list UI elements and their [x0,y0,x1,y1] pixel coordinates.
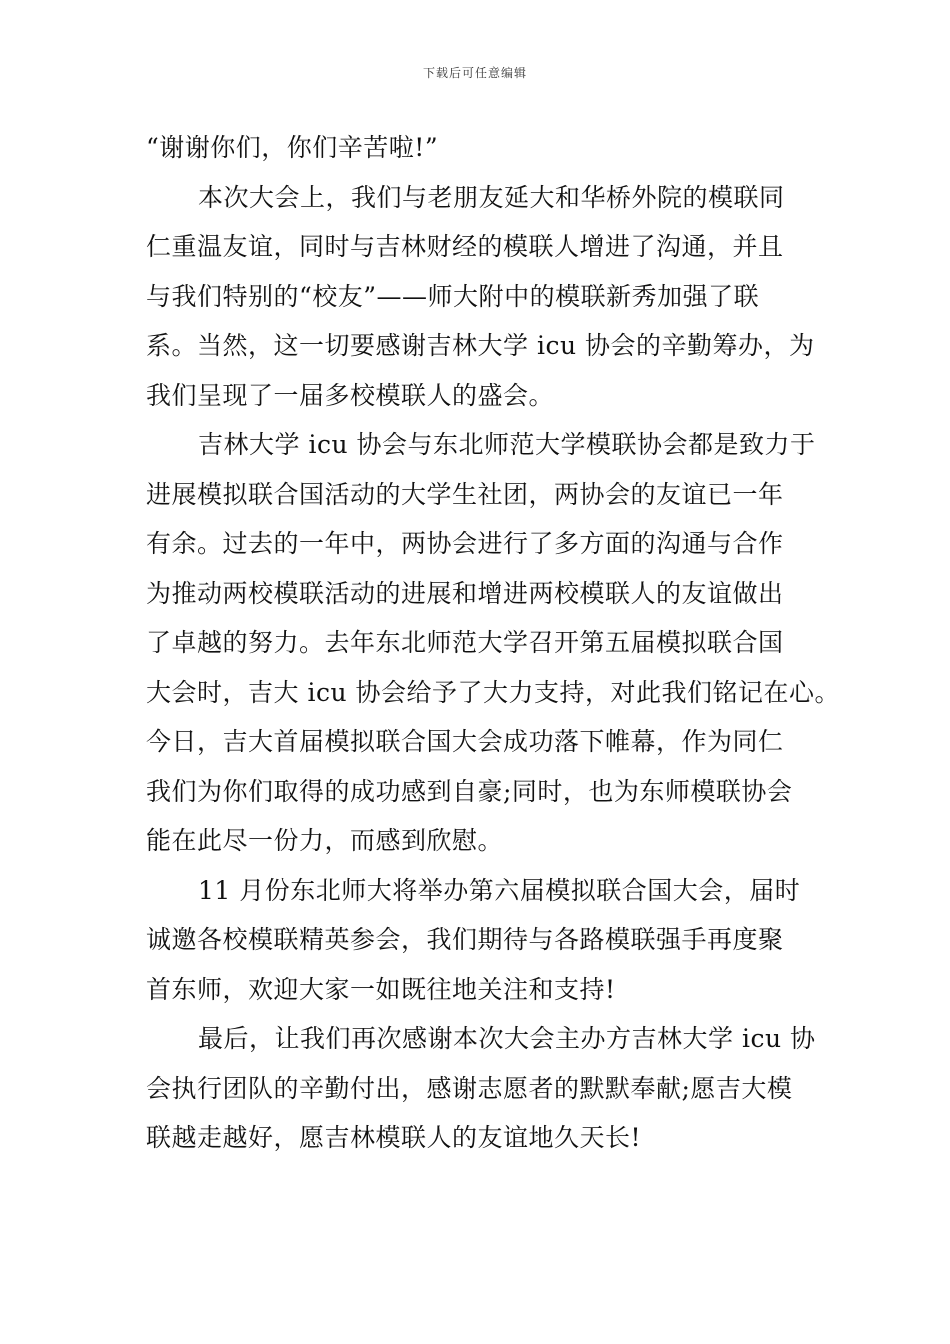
text-line: 有余。过去的一年中，两协会进行了多方面的沟通与合作 [146,529,784,558]
text-line: 最后，让我们再次感谢本次大会主办方吉林大学 icu 协 [198,1024,816,1053]
text-line: 大会时，吉大 icu 协会给予了大力支持，对此我们铭记在心。 [146,677,840,707]
text-line: 我们为你们取得的成功感到自豪;同时，也为东师模联协会 [146,776,793,806]
text-line: 我们呈现了一届多校模联人的盛会。 [146,380,555,410]
text-line: 了卓越的努力。去年东北师范大学召开第五届模拟联合国 [146,628,784,657]
text-line: 首东师，欢迎大家一如既往地关注和支持! [146,974,616,1004]
text-line: 今日，吉大首届模拟联合国大会成功落下帷幕，作为同仁 [146,727,784,756]
text-line: 为推动两校模联活动的进展和增进两校模联人的友谊做出 [146,578,784,608]
text-line: 联越走越好，愿吉林模联人的友谊地久天长! [146,1123,642,1152]
text-line: “谢谢你们，你们辛苦啦!” [146,133,439,162]
text-line: 进展模拟联合国活动的大学生社团，两协会的友谊已一年 [146,479,784,509]
document-body [146,128,840,1168]
text-line: 会执行团队的辛勤付出，感谢志愿者的默默奉献;愿吉大模 [146,1073,793,1103]
text-line: 本次大会上，我们与老朋友延大和华桥外院的模联同 [198,182,785,212]
text-line: 仁重温友谊，同时与吉林财经的模联人增进了沟通，并且 [146,232,784,261]
text-line: 诚邀各校模联精英参会，我们期待与各路模联强手再度聚 [146,925,784,954]
text-line: 11 月份东北师大将举办第六届模拟联合国大会，届时 [198,875,801,905]
text-line: 能在此尽一份力，而感到欣慰。 [146,826,504,855]
text-line: 与我们特别的“校友”——师大附中的模联新秀加强了联 [146,281,760,311]
text-line: 吉林大学 icu 协会与东北师范大学模联协会都是致力于 [198,430,816,459]
text-line: 系。当然，这一切要感谢吉林大学 icu 协会的辛勤筹办，为 [146,331,815,360]
page-header: 下载后可任意编辑 [422,66,527,80]
